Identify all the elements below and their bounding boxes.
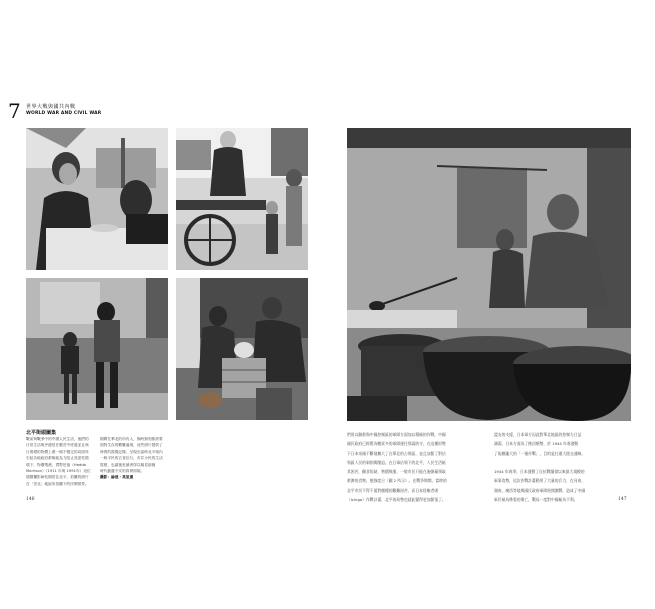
body-line: 湖南、廣西等地與國民政府軍隊展開激戰，造成了中國 bbox=[494, 487, 586, 493]
body-line: 下日本帝國不斷地擴大了在華北的占領區，並且加緊了對佔 bbox=[347, 450, 446, 456]
photo-man-pushcart bbox=[176, 128, 308, 270]
caption-line: 寫照，也讓後世讀者得以窺見那個 bbox=[100, 462, 156, 467]
chapter-title-en: WORLD WAR AND CIVIL WAR bbox=[26, 111, 102, 116]
photo-woman-eating-bowl bbox=[26, 128, 168, 270]
body-line: 盟友的支援，日本軍方因此對華北地區的控制力日益 bbox=[494, 432, 582, 437]
body-column-2 bbox=[494, 430, 631, 504]
body-line: 1944 年春季，日本發動了自抗戰爆發以來最大規模的 bbox=[494, 469, 585, 475]
photo-street-food-woman bbox=[26, 128, 168, 270]
caption-line: 面對生存的艱難處境，這些照片提供了 bbox=[100, 443, 163, 448]
body-line: 其困苦，糧食短缺，物價飛漲，一般市民只能在施粥廠領取 bbox=[347, 469, 446, 475]
body-line: 了規模龐大的「一號作戰」，目的是打通大陸交通線。 bbox=[494, 450, 586, 456]
caption-line: 環下，物價飛漲，貨幣貶值（Hedda bbox=[26, 462, 86, 467]
caption-title: 北平街頭圖集 bbox=[26, 430, 57, 436]
photo-soup-kitchen bbox=[347, 128, 631, 421]
photo-credit: 攝影：赫達・莫里遜 bbox=[100, 475, 134, 480]
photo-ladle-vats bbox=[347, 128, 631, 421]
caption-column-2 bbox=[100, 436, 170, 481]
caption-line: Morrison）（1911 年與 1991年）這位 bbox=[26, 469, 91, 474]
caption-line: 珍貴的視覺記錄，呈現出當時北平城內 bbox=[100, 449, 163, 454]
caption-line: 在「老北」地區所拍攝下的民間情景。 bbox=[26, 481, 89, 486]
body-line: 軍事攻勢，這次作戰計畫動用了大量的兵力，在河南、 bbox=[494, 478, 586, 484]
body-line: （Ichigo）作戰計畫，北平的局勢也就此變得更加緊張了。 bbox=[347, 497, 446, 503]
chapter-number: 7 bbox=[8, 99, 21, 123]
caption-line: 日俱增的物價上漲一個不穩定的局面所 bbox=[26, 449, 89, 454]
caption-line: 引起各地政府都無能為力阻止其惡性循 bbox=[26, 456, 89, 461]
caption-line: 一般平民的衣食住行，市井小民的生活 bbox=[100, 456, 163, 461]
photo-stove-vendor bbox=[176, 278, 308, 420]
body-line: 國民政府已經將為數眾多的軍隊運往那裏防守，在這種形勢 bbox=[347, 441, 446, 447]
photo-two-children bbox=[26, 278, 168, 420]
photo-cooking-stove bbox=[176, 278, 308, 420]
body-line: 救濟的食物，勉強度日（圖 2 所示）。在戰爭期間，當時的 bbox=[347, 478, 447, 484]
page-number-right: 147 bbox=[618, 497, 627, 502]
body-line: 領區人民的剝削與壓迫。在日軍佔領下的北平，人民生活極 bbox=[347, 459, 446, 465]
page-number-left: 146 bbox=[26, 497, 35, 502]
caption-line: 德國攝影師長期居住北平，拍攝的照片 bbox=[26, 475, 89, 480]
body-line: 軍民極為慘重的傷亡，戰局一度對中國極為不利。 bbox=[494, 497, 578, 503]
body-column-1 bbox=[347, 430, 477, 504]
body-line bbox=[494, 458, 631, 467]
caption-line: 戰前與戰爭中的中國人民生活，他們的 bbox=[26, 437, 89, 441]
body-line: 減弱，日本方面為了挽回頹勢，於 1944 年春發動 bbox=[494, 441, 579, 447]
caption-column-1 bbox=[26, 436, 96, 487]
body-line: 們用以解救與中國控制區的軍隊方面加以積極的作戰，中國 bbox=[347, 432, 446, 437]
body-line: 北平市民不得不面對種種的艱難困苦，而日本侵略者則 bbox=[347, 487, 439, 493]
chapter-title-zh: 世界大戰與國共內戰 bbox=[26, 104, 76, 110]
caption-line: 期間在華北的所有人，無時無刻都需要 bbox=[100, 437, 163, 441]
photo-vendor-cart bbox=[176, 128, 308, 270]
photo-children-wall bbox=[26, 278, 168, 420]
caption-line: 時代動盪不安的真實面貌。 bbox=[100, 469, 145, 474]
caption-line: 日常生活幾乎總是在艱苦中度過並且與 bbox=[26, 443, 89, 448]
